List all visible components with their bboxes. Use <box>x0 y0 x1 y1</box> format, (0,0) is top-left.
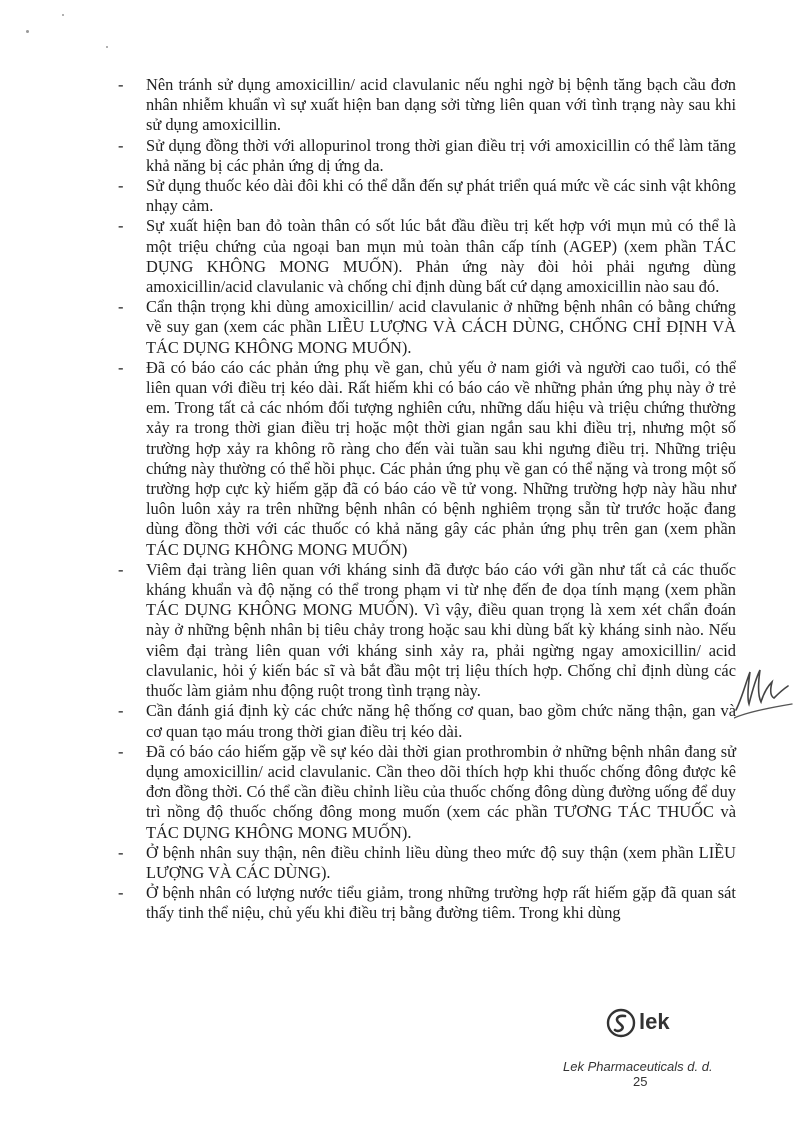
bullet-dash: - <box>118 216 124 236</box>
list-item-text: Viêm đại tràng liên quan với kháng sinh đã được báo cáo với gần như tất cả các thuốc kháng khuẩn và độ nặng có thể trong phạm vi từ nhẹ đến đe dọa tính mạng (xem phần TÁC DỤNG KHÔNG MONG MUỐN). Vì vậy, điều quan trọng là xem xét chẩn đoán này ở những bệnh nhân bị tiêu chảy trong hoặc sau khi dùng bất kỳ kháng sinh nào. Nếu viêm đại tràng liên quan với kháng sinh xảy ra, phải ngừng ngay amoxicillin/ acid clavulanic, hỏi ý kiến bác sĩ và bắt đầu một trị liệu thích hợp. Chống chỉ định dùng các thuốc làm giảm nhu động ruột trong tình trạng này. <box>146 559 736 701</box>
list-item-text: Sử dụng thuốc kéo dài đôi khi có thể dẫn đến sự phát triển quá mức về các sinh vật không nhạy cảm. <box>146 176 736 216</box>
bullet-dash: - <box>118 559 124 579</box>
lek-emblem-icon <box>606 1008 636 1038</box>
bullet-dash: - <box>118 357 124 377</box>
list-item <box>118 883 736 923</box>
bullet-dash: - <box>118 135 124 155</box>
scan-speck <box>106 46 108 48</box>
list-item <box>118 297 736 358</box>
bullet-dash: - <box>118 741 124 761</box>
list-item-text: Cần đánh giá định kỳ các chức năng hệ thống cơ quan, bao gồm chức năng thận, gan và cơ quan tạo máu trong thời gian điều trị kéo dài. <box>146 701 736 741</box>
page-number: 25 <box>633 1074 648 1089</box>
list-item <box>118 701 736 741</box>
bullet-dash: - <box>118 883 124 903</box>
list-item <box>118 843 736 883</box>
bullet-dash: - <box>118 297 124 317</box>
logo-wordmark: lek <box>639 1009 670 1034</box>
list-item <box>118 216 736 297</box>
list-item <box>118 358 736 560</box>
list-item-text: Đã có báo cáo hiếm gặp về sự kéo dài thời gian prothrombin ở những bệnh nhân đang sử dụng amoxicillin/ acid clavulanic. Cần theo dõi thích hợp khi thuốc chống đông được kê đơn đồng thời. Có thể cần điều chỉnh liều của thuốc chống đông dùng đường uống để duy trì nồng độ thuốc chống đông mong muốn (xem các phần TƯƠNG TÁC THUỐC và TÁC DỤNG KHÔNG MONG MUỐN). <box>146 741 736 842</box>
list-item-text: Sử dụng đồng thời với allopurinol trong thời gian điều trị với amoxicillin có thể làm tăng khả năng bị các phản ứng dị ứng da. <box>146 135 736 175</box>
list-item-text: Sự xuất hiện ban đỏ toàn thân có sốt lúc bắt đầu điều trị kết hợp với mụn mủ có thể là một triệu chứng của ngoại ban mụn mủ toàn thân cấp tính (AGEP) (xem phần TÁC DỤNG KHÔNG MONG MUỐN). Phản ứng này đòi hỏi phải ngưng dùng amoxicillin/acid clavulanic và chống chỉ định dùng bất cứ dạng amoxicillin nào sau đó. <box>146 216 736 297</box>
list-item-text: Ở bệnh nhân có lượng nước tiểu giảm, trong những trường hợp rất hiếm gặp đã quan sát thấy tinh thể niệu, chủ yếu khi điều trị bằng đường tiêm. Trong khi dùng <box>146 883 736 923</box>
list-item <box>118 560 736 701</box>
handwritten-initials-signature <box>734 664 794 720</box>
lek-logo <box>606 1006 696 1042</box>
bullet-dash: - <box>118 842 124 862</box>
bullet-dash: - <box>118 701 124 721</box>
list-item <box>118 176 736 216</box>
list-item <box>118 136 736 176</box>
list-item-text: Ở bệnh nhân suy thận, nên điều chỉnh liều dùng theo mức độ suy thận (xem phần LIỀU LƯỢNG VÀ CÁC DÙNG). <box>146 842 736 882</box>
warnings-list <box>118 75 736 924</box>
list-item <box>118 75 736 136</box>
list-item-text: Cẩn thận trọng khi dùng amoxicillin/ acid clavulanic ở những bệnh nhân có bằng chứng về suy gan (xem các phần LIỀU LƯỢNG VÀ CÁCH DÙNG, CHỐNG CHỈ ĐỊNH VÀ TÁC DỤNG KHÔNG MONG MUỐN). <box>146 297 736 357</box>
bullet-dash: - <box>118 176 124 196</box>
scan-speck <box>62 14 64 16</box>
list-item-text: Nên tránh sử dụng amoxicillin/ acid clavulanic nếu nghi ngờ bị bệnh tăng bạch cầu đơn nhân nhiễm khuẩn vì sự xuất hiện ban dạng sởi từng liên quan với tình trạng này sau khi sử dụng amoxicillin. <box>146 75 736 135</box>
company-name: Lek Pharmaceuticals d. d. <box>563 1059 713 1074</box>
scan-speck <box>26 30 29 33</box>
list-item-text: Đã có báo cáo các phản ứng phụ về gan, chủ yếu ở nam giới và người cao tuổi, có thể liên quan với điều trị kéo dài. Rất hiếm khi có báo cáo về những phản ứng phụ này ở trẻ em. Trong tất cả các nhóm đối tượng nghiên cứu, những dấu hiệu và triệu chứng thường xảy ra trong thời gian điều trị hoặc một thời gian ngắn sau khi điều trị, nhưng một số trường hợp xảy ra không rõ ràng cho đến vài tuần sau khi ngưng điều trị. Những triệu chứng này thường có thể hồi phục. Các phản ứng phụ về gan có thể nặng và trong một số trường hợp cực kỳ hiếm gặp đã có báo cáo về tử vong. Những trường hợp này hầu như luôn luôn xảy ra trên những bệnh nhân có bệnh nghiêm trọng sẵn từ trước hoặc đang dùng đồng thời với các thuốc có khả năng gây các phản ứng phụ trên gan (xem phần TÁC DỤNG KHÔNG MONG MUỐN) <box>146 357 736 559</box>
list-item <box>118 742 736 843</box>
bullet-dash: - <box>118 75 124 94</box>
